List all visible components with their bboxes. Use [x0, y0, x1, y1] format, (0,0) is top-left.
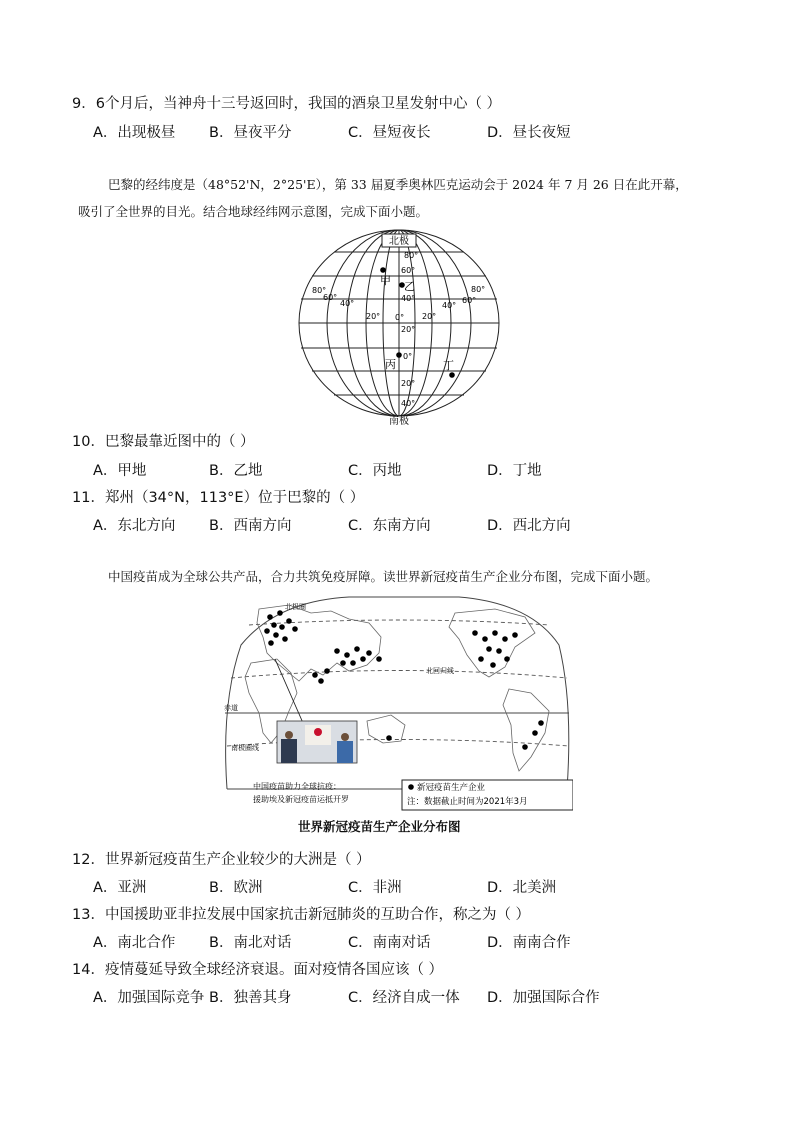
q14-option-c[interactable]: C．经济自成一体 [348, 990, 460, 1006]
lon-label-80e: 80° [471, 285, 486, 294]
point-bing-label: 丙 [385, 358, 396, 371]
lon-label-20e: 20° [422, 312, 437, 321]
q9-option-d[interactable]: D．昼长夜短 [487, 125, 571, 141]
q11-option-b[interactable]: B．西南方向 [209, 518, 292, 534]
map-title: 世界新冠疫苗生产企业分布图 [298, 819, 461, 834]
lon-label-20w: 20° [366, 312, 381, 321]
lat-label-20n: 20° [401, 325, 416, 334]
intro-paris-line2: 吸引了全世界的目光。结合地球经纬网示意图，完成下面小题。 [78, 204, 429, 219]
world-vaccine-map [219, 593, 573, 811]
legend-note: 注：数据截止时间为2021年3月 [407, 797, 528, 807]
question-12-stem: 12．世界新冠疫苗生产企业较少的大洲是（ ） [72, 852, 371, 868]
globe-graticule-diagram [296, 228, 506, 428]
q14-option-b[interactable]: B．独善其身 [209, 990, 292, 1006]
q12-option-b[interactable]: B．欧洲 [209, 880, 263, 896]
question-10-stem: 10．巴黎最靠近图中的（ ） [72, 434, 255, 450]
lon-label-40e: 40° [442, 301, 457, 310]
lat-label-0: 0° [403, 352, 413, 361]
lon-label-80w: 80° [312, 286, 327, 295]
antarctic-circle-label: 南极圈线 [231, 744, 259, 752]
north-pole-label: 北极 [389, 236, 409, 247]
point-ding-label: 丁 [443, 359, 454, 372]
q9-option-a[interactable]: A．出现极昼 [93, 125, 176, 141]
vaccine-photo [277, 721, 357, 763]
q10-option-b[interactable]: B．乙地 [209, 463, 263, 479]
equator-label: 赤道 [224, 704, 238, 712]
intro-vaccine: 中国疫苗成为全球公共产品，合力共筑免疫屏障。读世界新冠疫苗生产企业分布图，完成下面小题。 [108, 569, 659, 584]
q11-option-a[interactable]: A．东北方向 [93, 518, 176, 534]
question-14-stem: 14．疫情蔓延导致全球经济衰退。面对疫情各国应该（ ） [72, 962, 444, 978]
intro-paris-line1: 巴黎的经纬度是（48°52'N，2°25'E），第 33 届夏季奥林匹克运动会于 2024 年 7 月 26 日在此开幕， [108, 177, 688, 192]
legend-vaccine-company: 新冠疫苗生产企业 [417, 783, 486, 793]
q12-option-c[interactable]: C．非洲 [348, 880, 402, 896]
point-jia-label: 甲 [380, 274, 391, 287]
arctic-circle-label: 北极圈 [285, 603, 306, 611]
south-pole-label: 南极 [389, 416, 409, 427]
photo-caption-line2: 援助埃及新冠疫苗运抵开罗 [253, 795, 349, 804]
lon-label-0: 0° [395, 313, 405, 322]
q13-option-a[interactable]: A．南北合作 [93, 935, 176, 951]
question-11-stem: 11．郑州（34°N，113°E）位于巴黎的（ ） [72, 490, 365, 506]
question-9-stem: 9．6个月后，当神舟十三号返回时，我国的酒泉卫星发射中心（ ） [72, 96, 502, 112]
q10-option-c[interactable]: C．丙地 [348, 463, 402, 479]
q14-option-d[interactable]: D．加强国际合作 [487, 990, 600, 1006]
q9-option-b[interactable]: B．昼夜平分 [209, 125, 292, 141]
q13-option-c[interactable]: C．南南对话 [348, 935, 431, 951]
lat-label-80: 80° [404, 251, 419, 260]
q12-option-a[interactable]: A．亚洲 [93, 880, 147, 896]
question-13-stem: 13．中国援助亚非拉发展中国家抗击新冠肺炎的互助合作，称之为（ ） [72, 907, 531, 923]
lon-label-40w: 40° [340, 299, 355, 308]
point-yi-label: 乙 [404, 280, 415, 293]
q14-option-a[interactable]: A．加强国际竞争 [93, 990, 205, 1006]
q12-option-d[interactable]: D．北美洲 [487, 880, 557, 896]
lat-label-40: 40° [401, 294, 416, 303]
q13-option-b[interactable]: B．南北对话 [209, 935, 292, 951]
lon-label-60e: 60° [462, 296, 477, 305]
q9-option-c[interactable]: C．昼短夜长 [348, 125, 431, 141]
lat-label-20s: 20° [401, 379, 416, 388]
q10-option-d[interactable]: D．丁地 [487, 463, 542, 479]
photo-caption-line1: 中国疫苗助力全球抗疫： [253, 782, 341, 791]
q13-option-d[interactable]: D．南南合作 [487, 935, 571, 951]
tropic-cancer-label: 北回归线 [426, 667, 454, 675]
lat-label-40s: 40° [401, 399, 416, 408]
q11-option-d[interactable]: D．西北方向 [487, 518, 571, 534]
lat-label-60: 60° [401, 266, 416, 275]
q10-option-a[interactable]: A．甲地 [93, 463, 147, 479]
lon-label-60w: 60° [323, 293, 338, 302]
q11-option-c[interactable]: C．东南方向 [348, 518, 431, 534]
